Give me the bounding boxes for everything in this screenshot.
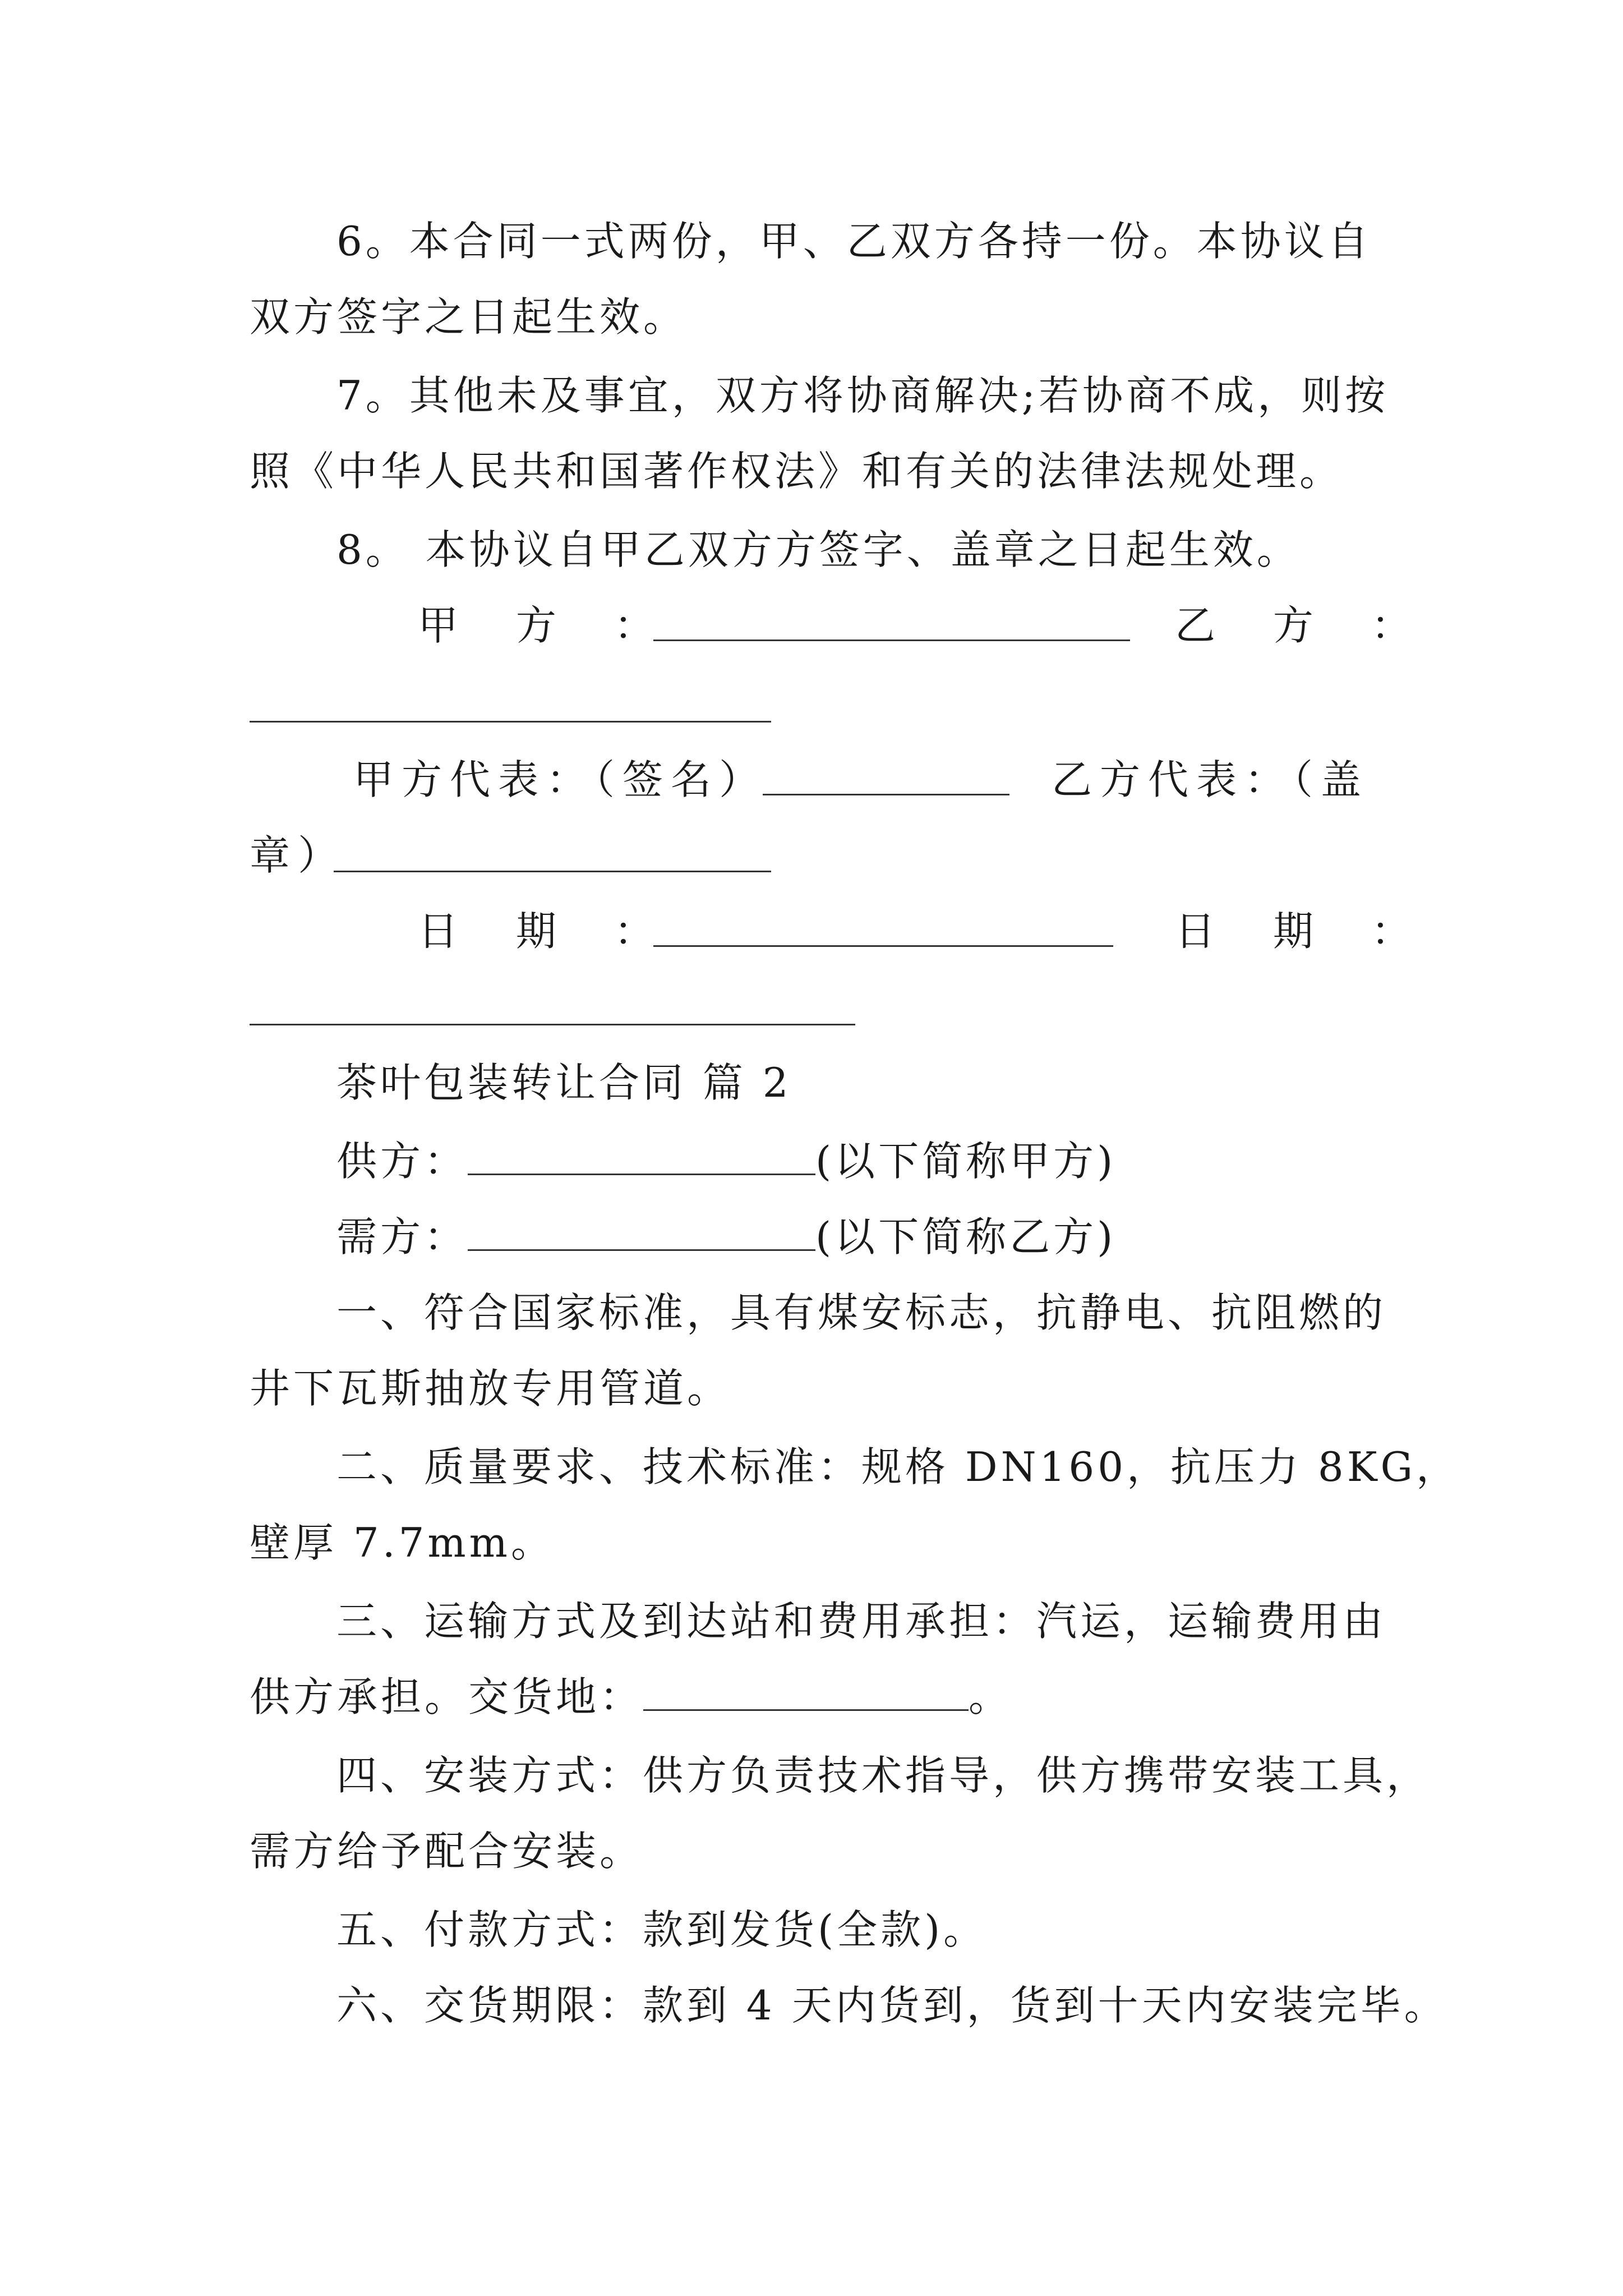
supplier-blank <box>468 1137 815 1175</box>
item-4-line-2: 需方给予配合安装。 <box>250 1828 644 1875</box>
clause-8: 8。 本协议自甲乙双方方签字、盖章之日起生效。 <box>336 526 1301 573</box>
rep-b-label: 乙方代表：（盖 <box>1052 756 1370 803</box>
item-2-line-2: 壁厚 7.7mm。 <box>250 1519 555 1566</box>
date-b-label: 日 期 ： <box>1175 908 1434 955</box>
buyer-blank <box>468 1212 815 1251</box>
item-3-line-1: 三、运输方式及到达站和费用承担：汽运，运输费用由 <box>336 1598 1387 1645</box>
clause-7-line-1: 7。其他未及事宜，双方将协商解决;若协商不成，则按 <box>336 372 1389 419</box>
item-4-line-1: 四、安装方式：供方负责技术指导，供方携带安装工具， <box>336 1752 1431 1799</box>
item-1-line-2: 井下瓦斯抽放专用管道。 <box>250 1365 731 1412</box>
date-b-blank <box>250 1024 855 1025</box>
contract-2-title: 茶叶包装转让合同 篇 2 <box>336 1059 792 1106</box>
buyer-row <box>336 1212 1116 1262</box>
party-b-label: 乙 方 ： <box>1175 602 1434 649</box>
buyer-note: (以下简称乙方) <box>815 1213 1117 1260</box>
rep-b-blank <box>334 871 771 872</box>
item-2-line-1: 二、质量要求、技术标准：规格 DN160，抗压力 8KG， <box>336 1443 1460 1490</box>
delivery-place-blank <box>643 1672 969 1711</box>
supplier-note: (以下简称甲方) <box>815 1138 1117 1185</box>
supplier-row <box>336 1136 1116 1186</box>
supplier-label: 供方： <box>336 1138 468 1185</box>
party-b-blank <box>250 721 771 723</box>
clause-6-line-2: 双方签字之日起生效。 <box>250 293 688 341</box>
party-a-label: 甲 方 ： <box>418 602 677 649</box>
rep-b-label-cont: 章） <box>250 832 347 879</box>
item-3-line-2 <box>250 1672 1012 1722</box>
clause-7-line-2: 照《中华人民共和国著作权法》和有关的法律法规处理。 <box>250 448 1344 495</box>
item-1-line-1: 一、符合国家标准，具有煤安标志，抗静电、抗阻燃的 <box>336 1289 1387 1336</box>
buyer-label: 需方： <box>336 1213 468 1260</box>
date-a-blank <box>653 945 1113 947</box>
item-5: 五、付款方式：款到发货(全款)。 <box>336 1906 988 1953</box>
date-a-label: 日 期 ： <box>418 908 677 955</box>
party-a-blank <box>653 639 1130 641</box>
item-3-period: 。 <box>969 1673 1013 1720</box>
delivery-place-label: 供方承担。交货地： <box>250 1673 644 1720</box>
rep-a-label: 甲方代表：（签名） <box>353 756 768 803</box>
item-6: 六、交货期限：款到 4 天内货到，货到十天内安装完毕。 <box>336 1982 1448 2029</box>
rep-a-blank <box>763 794 1009 795</box>
clause-6-line-1: 6。本合同一式两份，甲、乙双方各持一份。本协议自 <box>336 218 1372 265</box>
